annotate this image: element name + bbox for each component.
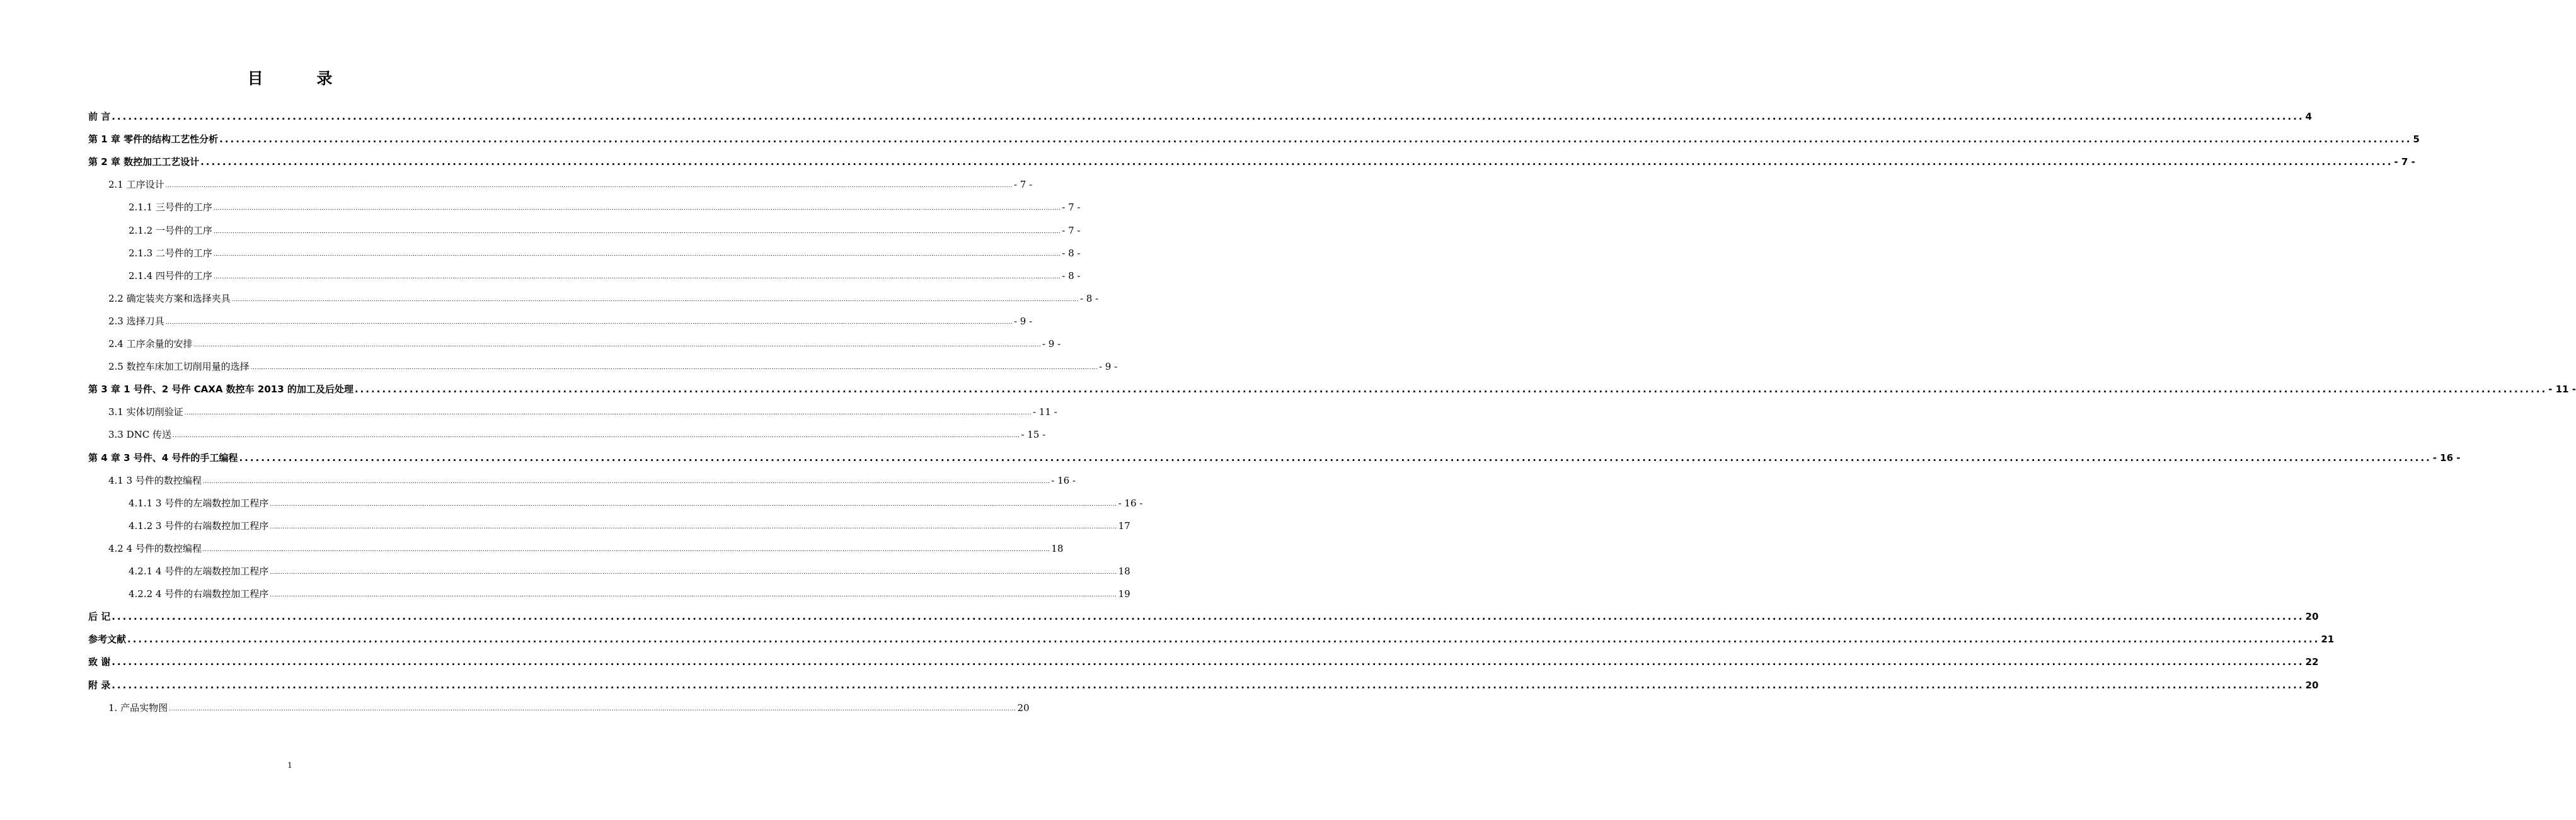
toc-dot-leader: ................................................................................................................................................................................................................................................................................................................................................................................................................ xyxy=(112,111,2304,122)
toc-entry[interactable] xyxy=(108,357,1118,373)
toc-entry[interactable] xyxy=(108,312,1033,328)
toc-dot-leader: ................................................................................................................................................................................................................................................................................................................................................................................................................ xyxy=(213,274,1061,280)
toc-entry-page: - 16 - xyxy=(2432,452,2461,464)
toc-entry-label: 第 2 章 数控加工工艺设计 xyxy=(88,156,200,168)
toc-dot-leader: ................................................................................................................................................................................................................................................................................................................................................................................................................ xyxy=(165,319,1013,326)
toc-entry-label: 1. 产品实物图 xyxy=(108,702,168,714)
toc-entry-page: - 11 - xyxy=(2548,384,2576,395)
toc-entry-page: - 7 - xyxy=(1062,202,1081,213)
toc-dot-leader: ................................................................................................................................................................................................................................................................................................................................................................................................................ xyxy=(112,611,2304,622)
toc-entry-page: 18 xyxy=(1051,543,1064,554)
toc-entry-label: 2.3 选择刀具 xyxy=(108,316,164,327)
toc-entry[interactable] xyxy=(108,402,1057,419)
toc-entry[interactable] xyxy=(88,107,2312,123)
toc-entry[interactable] xyxy=(129,562,1130,578)
toc-dot-leader: ................................................................................................................................................................................................................................................................................................................................................................................................................ xyxy=(270,569,1117,576)
toc-dot-leader: ................................................................................................................................................................................................................................................................................................................................................................................................................ xyxy=(270,501,1117,508)
toc-entry[interactable] xyxy=(108,289,1099,305)
toc-entry[interactable] xyxy=(129,198,1081,214)
toc-entry[interactable] xyxy=(108,539,1064,555)
toc-dot-leader: ................................................................................................................................................................................................................................................................................................................................................................................................................ xyxy=(165,183,1013,189)
toc-entry-page: 20 xyxy=(1017,702,1030,714)
toc-entry-page: 22 xyxy=(2305,656,2319,668)
toc-dot-leader: ................................................................................................................................................................................................................................................................................................................................................................................................................ xyxy=(231,297,1079,303)
toc-entry-label: 4.2.1 4 号件的左端数控加工程序 xyxy=(129,566,269,577)
toc-entry[interactable] xyxy=(108,334,1061,351)
toc-entry[interactable] xyxy=(108,175,1033,191)
toc-entry-label: 参考文献 xyxy=(88,634,127,645)
toc-entry-page: - 9 - xyxy=(1042,338,1061,350)
toc-entry[interactable] xyxy=(129,494,1143,510)
toc-entry-page: - 15 - xyxy=(1021,429,1046,440)
toc-entry[interactable] xyxy=(88,380,2576,396)
toc-entry-label: 4.1.2 3 号件的右端数控加工程序 xyxy=(129,520,269,532)
toc-entry[interactable] xyxy=(129,266,1081,283)
toc-entry[interactable] xyxy=(129,221,1081,237)
toc-dot-leader: ................................................................................................................................................................................................................................................................................................................................................................................................................ xyxy=(184,410,1032,416)
toc-dot-leader: ................................................................................................................................................................................................................................................................................................................................................................................................................ xyxy=(270,592,1117,598)
toc-dot-leader: ................................................................................................................................................................................................................................................................................................................................................................................................................ xyxy=(127,634,2320,645)
toc-dot-leader: ................................................................................................................................................................................................................................................................................................................................................................................................................ xyxy=(200,156,2393,168)
toc-entry-label: 4.1.1 3 号件的左端数控加工程序 xyxy=(129,498,269,509)
toc-entry-page: - 8 - xyxy=(1079,293,1099,304)
page-title: 目 录 xyxy=(247,69,357,88)
toc-entry-page: 20 xyxy=(2305,611,2319,622)
toc-dot-leader: ................................................................................................................................................................................................................................................................................................................................................................................................................ xyxy=(354,384,2548,395)
toc-entry-label: 前 言 xyxy=(88,111,111,122)
toc-entry-label: 4.1 3 号件的数控编程 xyxy=(108,475,202,486)
toc-dot-leader: ................................................................................................................................................................................................................................................................................................................................................................................................................ xyxy=(213,229,1061,235)
toc-entry-page: - 16 - xyxy=(1118,498,1143,509)
toc-dot-leader: ................................................................................................................................................................................................................................................................................................................................................................................................................ xyxy=(112,680,2304,691)
toc-entry[interactable] xyxy=(108,425,1046,441)
toc-dot-leader: ................................................................................................................................................................................................................................................................................................................................................................................................................ xyxy=(202,547,1050,553)
toc-entry-label: 第 4 章 3 号件、4 号件的手工编程 xyxy=(88,452,238,464)
toc-entry[interactable] xyxy=(88,630,2335,646)
toc-entry-label: 3.1 实体切削验证 xyxy=(108,406,183,418)
toc-entry-page: 17 xyxy=(1118,520,1130,532)
toc-dot-leader: ................................................................................................................................................................................................................................................................................................................................................................................................................ xyxy=(193,342,1041,348)
toc-dot-leader: ................................................................................................................................................................................................................................................................................................................................................................................................................ xyxy=(202,479,1050,485)
toc-dot-leader: ................................................................................................................................................................................................................................................................................................................................................................................................................ xyxy=(270,524,1117,530)
toc-entry-page: - 7 - xyxy=(1013,179,1033,190)
toc-entry-label: 第 1 章 零件的结构工艺性分析 xyxy=(88,134,219,145)
toc-dot-leader: ................................................................................................................................................................................................................................................................................................................................................................................................................ xyxy=(250,365,1098,371)
toc-entry-page: - 8 - xyxy=(1062,248,1081,259)
toc-entry-label: 致 谢 xyxy=(88,656,111,668)
toc-dot-leader: ................................................................................................................................................................................................................................................................................................................................................................................................................ xyxy=(219,134,2412,145)
toc-entry-label: 2.1.4 四号件的工序 xyxy=(129,270,212,282)
toc-entry-page: - 8 - xyxy=(1062,270,1081,282)
toc-entry-page: 5 xyxy=(2413,134,2420,145)
toc-entry-page: - 9 - xyxy=(1013,316,1033,327)
toc-entry-page: 20 xyxy=(2305,680,2319,691)
toc-entry[interactable] xyxy=(88,448,2461,465)
toc-entry[interactable] xyxy=(88,130,2420,146)
toc-entry-label: 2.1 工序设计 xyxy=(108,179,164,190)
toc-entry-page: - 7 - xyxy=(2394,156,2415,168)
toc-entry[interactable] xyxy=(108,698,1030,715)
toc-entry-page: - 9 - xyxy=(1098,361,1118,372)
toc-dot-leader: ................................................................................................................................................................................................................................................................................................................................................................................................................ xyxy=(213,205,1061,212)
toc-entry-page: 21 xyxy=(2321,634,2335,645)
toc-entry-page: - 16 - xyxy=(1051,475,1076,486)
toc-entry-label: 第 3 章 1 号件、2 号件 CAXA 数控车 2013 的加工及后处理 xyxy=(88,384,354,395)
toc-entry[interactable] xyxy=(129,584,1130,601)
toc-entry[interactable] xyxy=(88,676,2319,692)
toc-entry-label: 2.5 数控车床加工切削用量的选择 xyxy=(108,361,250,372)
toc-dot-leader: ................................................................................................................................................................................................................................................................................................................................................................................................................ xyxy=(239,452,2432,464)
toc-entry-page: - 7 - xyxy=(1062,225,1081,236)
toc-entry-page: 19 xyxy=(1118,588,1130,600)
toc-entry-label: 2.1.3 二号件的工序 xyxy=(129,248,212,259)
toc-entry-label: 4.2 4 号件的数控编程 xyxy=(108,543,202,554)
toc-entry-label: 2.1.2 一号件的工序 xyxy=(129,225,212,236)
toc-entry-label: 2.4 工序余量的安排 xyxy=(108,338,193,350)
page-number: 1 xyxy=(287,761,292,770)
toc-dot-leader: ................................................................................................................................................................................................................................................................................................................................................................................................................ xyxy=(169,706,1016,712)
toc-entry[interactable] xyxy=(129,244,1081,260)
toc-dot-leader: ................................................................................................................................................................................................................................................................................................................................................................................................................ xyxy=(173,433,1020,439)
toc-entry-label: 附 录 xyxy=(88,680,111,691)
toc-entry-label: 2.1.1 三号件的工序 xyxy=(129,202,212,213)
toc-entry-page: - 11 - xyxy=(1032,406,1057,418)
toc-entry-page: 4 xyxy=(2305,111,2312,122)
toc-entry[interactable] xyxy=(88,652,2319,669)
toc-entry[interactable] xyxy=(108,471,1076,487)
toc-entry-page: 18 xyxy=(1118,566,1130,577)
toc-entry[interactable] xyxy=(129,516,1130,533)
toc-entry-label: 后 记 xyxy=(88,611,111,622)
toc-entry[interactable] xyxy=(88,152,2415,169)
toc-dot-leader: ................................................................................................................................................................................................................................................................................................................................................................................................................ xyxy=(112,656,2304,668)
toc-entry-label: 4.2.2 4 号件的右端数控加工程序 xyxy=(129,588,269,600)
toc-dot-leader: ................................................................................................................................................................................................................................................................................................................................................................................................................ xyxy=(213,251,1061,258)
toc-entry-label: 2.2 确定装夹方案和选择夹具 xyxy=(108,293,231,304)
toc-entry[interactable] xyxy=(88,607,2319,624)
toc-entry-label: 3.3 DNC 传送 xyxy=(108,429,172,440)
